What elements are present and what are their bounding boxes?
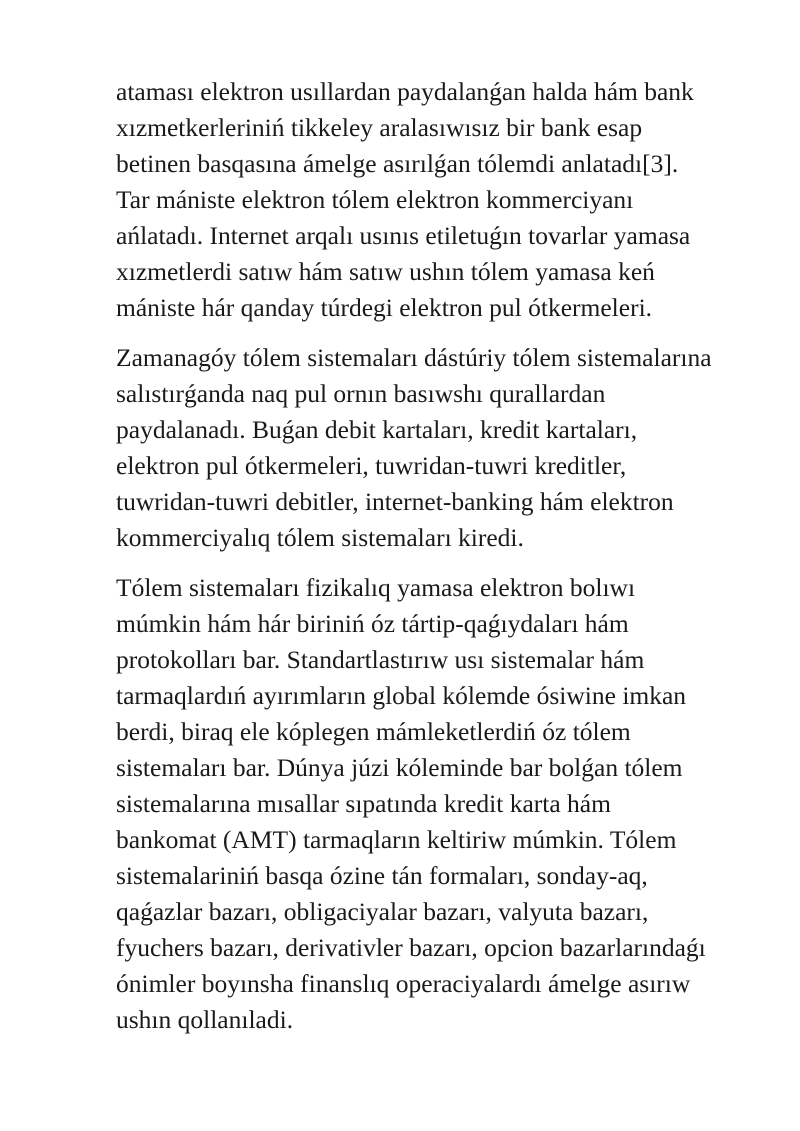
paragraph-3: [116, 570, 756, 1038]
text-line: ónimler boyınsha finanslıq operaciyalardı ámelge asırıw: [116, 969, 691, 998]
document-body: [116, 74, 756, 1052]
text-line: sistemaları bar. Dúnya júzi kóleminde bar bolǵan tólem: [116, 753, 683, 782]
text-line: bankomat (AMT) tarmaqların keltiriw múmkin. Tólem: [116, 825, 677, 854]
text-line: Tólem sistemaları fizikalıq yamasa elektron bolıwı: [116, 573, 636, 602]
text-line: elektron pul ótkermeleri, tuwridan-tuwri kreditler,: [116, 451, 627, 480]
text-line: tuwridan-tuwri debitler, internet-banking hám elektron: [116, 487, 674, 516]
text-line: qaǵazlar bazarı, obligaciyalar bazarı, valyuta bazarı,: [116, 897, 649, 926]
text-line: ataması elektron usıllardan paydalanǵan halda hám bank: [116, 77, 694, 106]
text-line: ushın qollanıladi.: [116, 1005, 294, 1034]
text-line: fyuchers bazarı, derivativler bazarı, opcion bazarlarındaǵı: [116, 933, 706, 962]
text-line: betinen basqasına ámelge asırılǵan tólemdi anlatadı[3].: [116, 149, 679, 178]
paragraph-1: [116, 74, 756, 326]
text-line: kommerciyalıq tólem sistemaları kiredi.: [116, 523, 524, 552]
text-line: protokolları bar. Standartlastırıw usı sistemalar hám: [116, 645, 645, 674]
text-line: tarmaqlardıń ayırımların global kólemde ósiwine imkan: [116, 681, 687, 710]
text-line: sistemalariniń basqa ózine tán formaları, sonday-aq,: [116, 861, 648, 890]
text-line: xızmetkerleriniń tikkeley aralasıwısız bir bank esap: [116, 113, 643, 142]
text-line: ańlatadı. Internet arqalı usınıs etiletuǵın tovarlar yamasa: [116, 221, 691, 250]
text-line: paydalanadı. Buǵan debit kartaları, kredit kartaları,: [116, 415, 638, 444]
text-line: Zamanagóy tólem sistemaları dástúriy tólem sistemalarına: [116, 343, 712, 372]
text-line: Tar mániste elektron tólem elektron kommerciyanı: [116, 185, 634, 214]
paragraph-2: [116, 340, 756, 556]
text-line: mániste hár qanday túrdegi elektron pul ótkermeleri.: [116, 293, 653, 322]
text-line: berdi, biraq ele kóplegen mámleketlerdiń óz tólem: [116, 717, 631, 746]
text-line: salıstırǵanda naq pul ornın basıwshı qurallardan: [116, 379, 606, 408]
text-line: sistemalarına mısallar sıpatında kredit karta hám: [116, 789, 611, 818]
text-line: múmkin hám hár biriniń óz tártip-qaǵıydaları hám: [116, 609, 629, 638]
text-line: xızmetlerdi satıw hám satıw ushın tólem yamasa keń: [116, 257, 655, 286]
